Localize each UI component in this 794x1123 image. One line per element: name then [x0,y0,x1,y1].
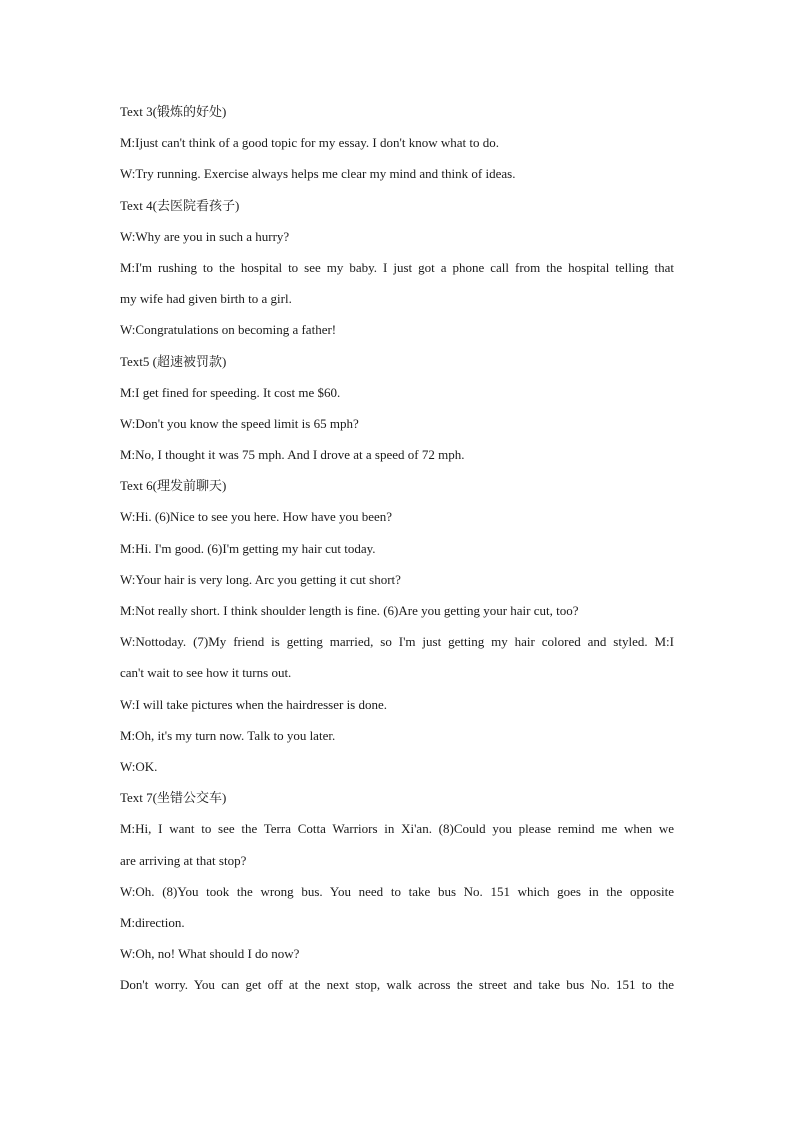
dialogue-line: W:Why are you in such a hurry? [120,228,290,244]
dialogue-line: W:Don't you know the speed limit is 65 mph? [120,415,359,431]
section-heading: Text 6(理发前聊天) [120,478,227,494]
dialogue-line: W:OK. [120,758,158,774]
section-heading: Text 7(坐错公交车) [120,790,227,806]
dialogue-line: M:No, I thought it was 75 mph. And I drove at a speed of 72 mph. [120,447,465,463]
dialogue-line: M:Hi. I'm good. (6)I'm getting my hair cut today. [120,540,376,556]
dialogue-line: M:I get fined for speeding. It cost me $60. [120,384,341,400]
dialogue-line: W:Nottoday. (7)My friend is getting married, so I'm just getting my hair colored and styled. M:I [120,634,674,650]
dialogue-line: W:Your hair is very long. Arc you getting it cut short? [120,571,401,587]
dialogue-line: my wife had given birth to a girl. [120,291,292,307]
dialogue-line: M:Ijust can't think of a good topic for my essay. I don't know what to do. [120,135,499,151]
dialogue-line: M:Hi, I want to see the Terra Cotta Warriors in Xi'an. (8)Could you please remind me when we [120,821,674,837]
dialogue-line: W:Try running. Exercise always helps me clear my mind and think of ideas. [120,166,516,182]
dialogue-line: M:Not really short. I think shoulder length is fine. (6)Are you getting your hair cut, too? [120,603,579,618]
dialogue-line: M:direction. [120,914,185,930]
document-page [120,96,674,1000]
dialogue-line: W:Oh. (8)You took the wrong bus. You need to take bus No. 151 which goes in the opposite [120,883,674,899]
dialogue-line: W:Hi. (6)Nice to see you here. How have you been? [120,509,393,525]
dialogue-line: are arriving at that stop? [120,852,247,868]
dialogue-line: can't wait to see how it turns out. [120,665,292,681]
dialogue-line: M:I'm rushing to the hospital to see my baby. I just got a phone call from the hospital telling that [120,259,674,275]
dialogue-line: W:Congratulations on becoming a father! [120,322,337,338]
section-heading: Text 3(锻炼的好处) [120,104,227,119]
section-heading: Text 4(去医院看孩子) [120,197,240,213]
dialogue-line: M:Oh, it's my turn now. Talk to you later. [120,727,336,743]
dialogue-line: W:Oh, no! What should I do now? [120,946,300,962]
dialogue-line: Don't worry. You can get off at the next stop, walk across the street and take bus No. 151 to the [120,977,674,993]
dialogue-line: W:I will take pictures when the hairdresser is done. [120,696,388,712]
section-heading: Text5 (超速被罚款) [120,353,227,369]
